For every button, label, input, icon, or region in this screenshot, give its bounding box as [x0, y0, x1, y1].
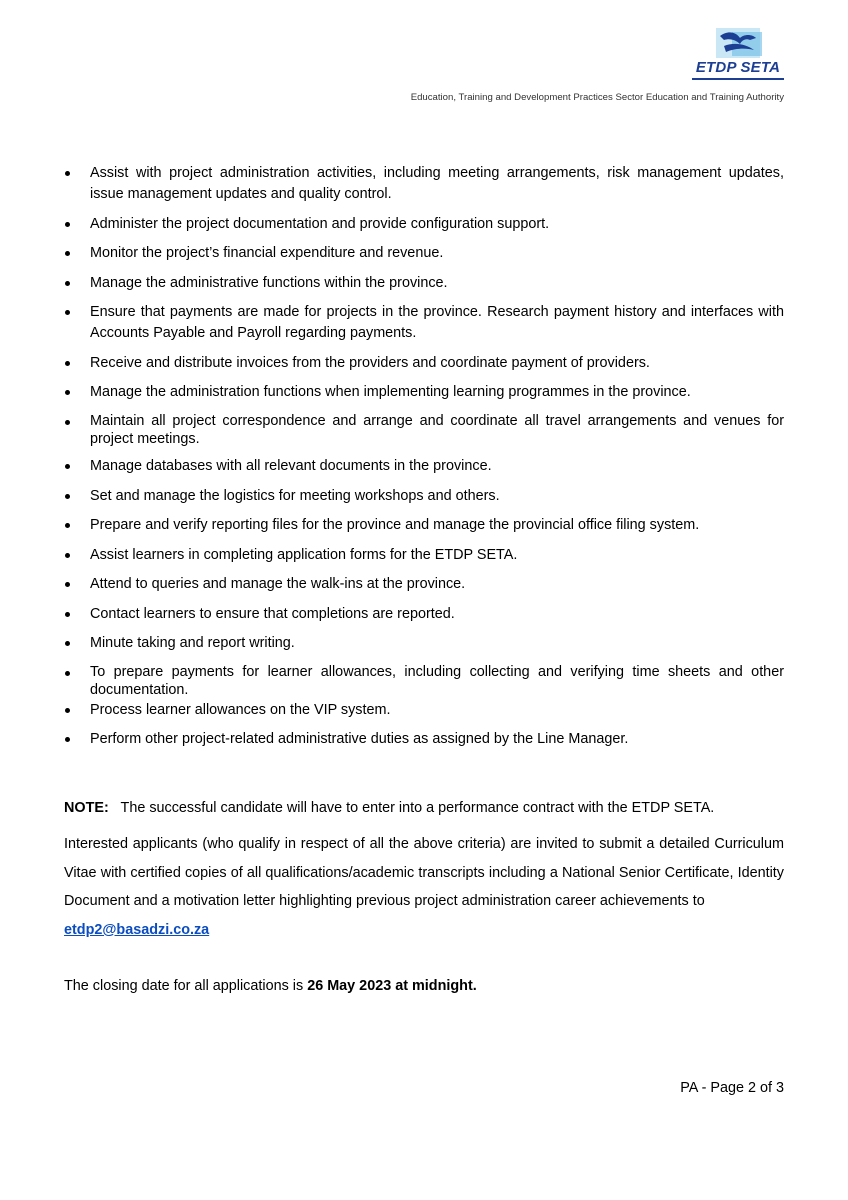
note-paragraph — [64, 798, 784, 819]
closing-prefix: The closing date for all applications is — [64, 978, 308, 994]
logo-underline — [692, 78, 784, 80]
organization-tagline: Education, Training and Development Practices Sector Education and Training Authority — [410, 92, 784, 103]
list-item: Assist with project administration activities, including meeting arrangements, risk management updates, issue management updates and quality control. — [64, 163, 784, 205]
note-text: The successful candidate will have to enter into a performance contract with the ETDP SETA. — [120, 800, 715, 816]
email-link[interactable]: etdp2@basadzi.co.za — [64, 921, 210, 938]
bullet-icon — [65, 612, 70, 617]
bullet-icon — [65, 553, 70, 558]
closing-date: 26 May 2023 at midnight. — [307, 978, 477, 994]
list-item: To prepare payments for learner allowances, including collecting and verifying time sheets and other documentation. — [64, 663, 784, 699]
bullet-icon — [65, 420, 70, 425]
application-text: Interested applicants (who qualify in respect of all the above criteria) are invited to submit a detailed Curriculum Vitae with certified copies of all qualifications/academic transcripts including a National Senior Certificate, Identity Document and a motivation letter highlighting previous project administration career achievements to — [64, 836, 784, 910]
bullet-icon — [65, 310, 70, 315]
bullet-icon — [65, 494, 70, 499]
list-item: Administer the project documentation and provide configuration support. — [64, 214, 784, 235]
logo-bird-icon — [690, 26, 786, 62]
application-paragraph — [64, 830, 784, 944]
list-item: Attend to queries and manage the walk-ins at the province. — [64, 574, 784, 595]
etdp-seta-logo — [690, 26, 786, 82]
bullet-icon — [65, 390, 70, 395]
list-item: Maintain all project correspondence and arrange and coordinate all travel arrangements and venues for project meetings. — [64, 412, 784, 448]
bullet-icon — [65, 222, 70, 227]
list-item: Set and manage the logistics for meeting workshops and others. — [64, 486, 784, 507]
list-item: Minute taking and report writing. — [64, 633, 784, 654]
bullet-icon — [65, 464, 70, 469]
list-item: Process learner allowances on the VIP system. — [64, 700, 784, 721]
list-item: Manage databases with all relevant documents in the province. — [64, 456, 784, 477]
list-item: Assist learners in completing application forms for the ETDP SETA. — [64, 545, 784, 566]
list-item: Contact learners to ensure that completions are reported. — [64, 604, 784, 625]
duties-list — [64, 163, 784, 759]
page-number: PA - Page 2 of 3 — [680, 1080, 784, 1096]
bullet-icon — [65, 641, 70, 646]
bullet-icon — [65, 523, 70, 528]
bullet-icon — [65, 582, 70, 587]
list-item: Receive and distribute invoices from the providers and coordinate payment of providers. — [64, 353, 784, 374]
logo-text: ETDP SETA — [695, 59, 781, 76]
bullet-icon — [65, 708, 70, 713]
bullet-icon — [65, 361, 70, 366]
closing-date-paragraph — [64, 976, 784, 997]
note-label: NOTE: — [64, 800, 109, 816]
list-item: Monitor the project’s financial expenditure and revenue. — [64, 243, 784, 264]
list-item: Manage the administrative functions within the province. — [64, 273, 784, 294]
list-item: Prepare and verify reporting files for the province and manage the provincial office filing system. — [64, 515, 784, 536]
bullet-icon — [65, 251, 70, 256]
list-item: Ensure that payments are made for projects in the province. Research payment history and interfaces with Accounts Payable and Payroll regarding payments. — [64, 302, 784, 344]
bullet-icon — [65, 171, 70, 176]
bullet-icon — [65, 671, 70, 676]
list-item: Manage the administration functions when implementing learning programmes in the province. — [64, 382, 784, 403]
list-item: Perform other project-related administrative duties as assigned by the Line Manager. — [64, 729, 784, 750]
bullet-icon — [65, 281, 70, 286]
bullet-icon — [65, 737, 70, 742]
